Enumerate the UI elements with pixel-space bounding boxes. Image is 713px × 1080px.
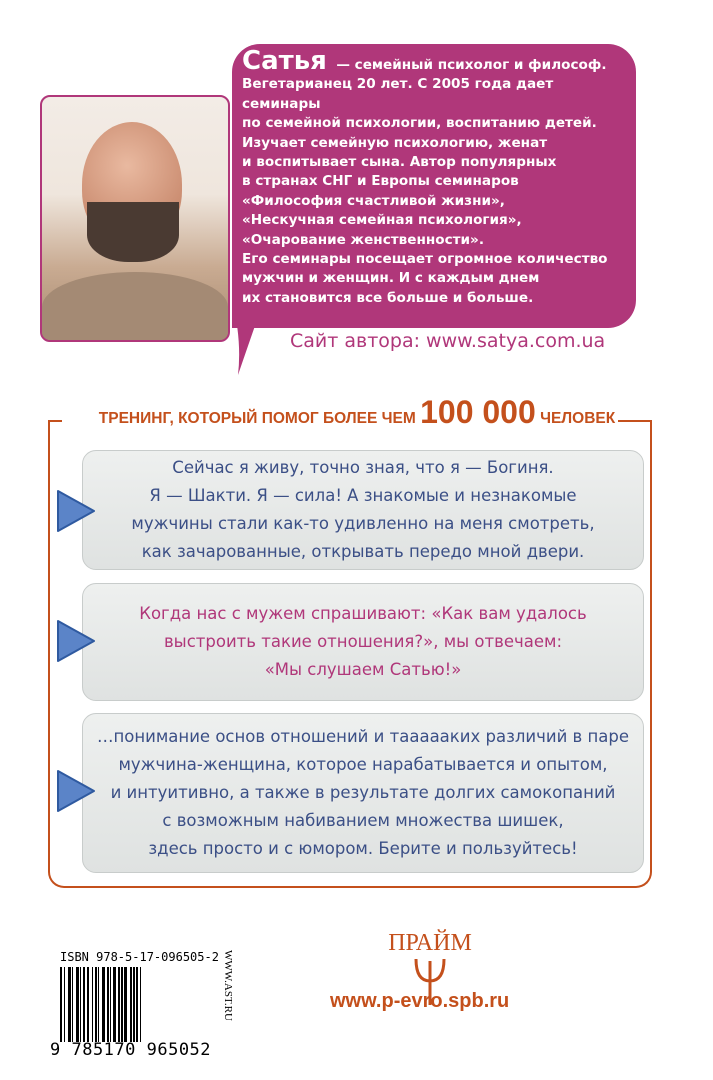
photo-beard — [87, 202, 179, 262]
bio-line: — семейный психолог и философ. — [336, 57, 607, 73]
isbn: ISBN 978-5-17-096505-2 — [60, 950, 219, 964]
barcode — [60, 967, 212, 1042]
testimonial-line: выстроить такие отношения?», мы отвечаем: — [163, 632, 563, 651]
author-photo — [40, 95, 230, 342]
testimonial-card — [82, 583, 644, 701]
testimonial-line: и интуитивно, а также в результате долгих самокопаний — [110, 783, 616, 802]
testimonial-line: мужчины стали как-то удивленно на меня смотреть, — [131, 514, 595, 533]
bio-line: Изучает семейную психологию, женат — [242, 134, 548, 151]
testimonial-line: Когда нас с мужем спрашивают: «Как вам удалось — [139, 604, 587, 623]
banner-number: 100 000 — [420, 394, 536, 430]
testimonial-line: Сейчас я живу, точно зная, что я — Богиня. — [172, 458, 554, 477]
author-site[interactable]: Сайт автора: www.satya.com.ua — [290, 330, 606, 352]
play-arrow-icon — [55, 768, 97, 814]
play-arrow-icon — [55, 618, 97, 664]
bio-line: Его семинары посещает огромное количество — [242, 251, 608, 268]
bio-line: «Очарование женственности». — [242, 231, 484, 248]
photo-shirt — [42, 272, 228, 342]
barcode-number: 9 785170 965052 — [50, 1040, 212, 1060]
bio-line: по семейной психологии, воспитанию детей. — [242, 115, 597, 132]
bio-line: в странах СНГ и Европы семинаров — [242, 173, 519, 190]
bio-line: Вегетарианец 20 лет. С 2005 года дает семинары — [242, 76, 554, 112]
banner-suffix: ЧЕЛОВЕК — [540, 410, 616, 427]
frame-top-line — [618, 420, 652, 434]
testimonial-line: …понимание основ отношений и таааааких различий в паре — [96, 727, 630, 746]
testimonial-line: с возможным набиванием множества шишек, — [162, 811, 564, 830]
author-bio — [232, 44, 636, 328]
testimonial-line: как зачарованные, открывать передо мной двери. — [141, 542, 585, 561]
bio-line: «Нескучная семейная психология», — [242, 212, 522, 229]
bio-line: их становится все больше и больше. — [242, 289, 534, 306]
ast-site: WWW.AST.RU — [222, 950, 234, 1021]
bio-line: и воспитывает сына. Автор популярных — [242, 154, 557, 171]
bio-first-line — [242, 46, 626, 76]
testimonial-line: здесь просто и с юмором. Берите и пользуйтесь! — [148, 839, 578, 858]
banner-prefix: ТРЕНИНГ, КОТОРЫЙ ПОМОГ БОЛЕЕ ЧЕМ — [98, 410, 416, 427]
publisher-url[interactable]: www.p-evro.spb.ru — [330, 990, 510, 1012]
testimonial-card — [82, 713, 644, 873]
testimonial-card — [82, 450, 644, 570]
frame-top-line — [48, 420, 62, 434]
author-name: Сатья — [242, 46, 327, 76]
testimonial-line: «Мы слушаем Сатью!» — [264, 660, 462, 679]
testimonial-line: Я — Шакти. Я — сила! А знакомые и незнакомые — [149, 486, 577, 505]
play-arrow-icon — [55, 488, 97, 534]
publisher-logo-text: ПРАЙМ — [388, 930, 472, 956]
banner-title — [62, 394, 652, 431]
barcode-bar — [141, 967, 145, 1042]
bio-line: мужчин и женщин. И с каждым днем — [242, 270, 540, 287]
testimonial-line: мужчина-женщина, которое нарабатывается и опытом, — [118, 755, 608, 774]
bio-line: «Философия счастливой жизни», — [242, 192, 505, 209]
